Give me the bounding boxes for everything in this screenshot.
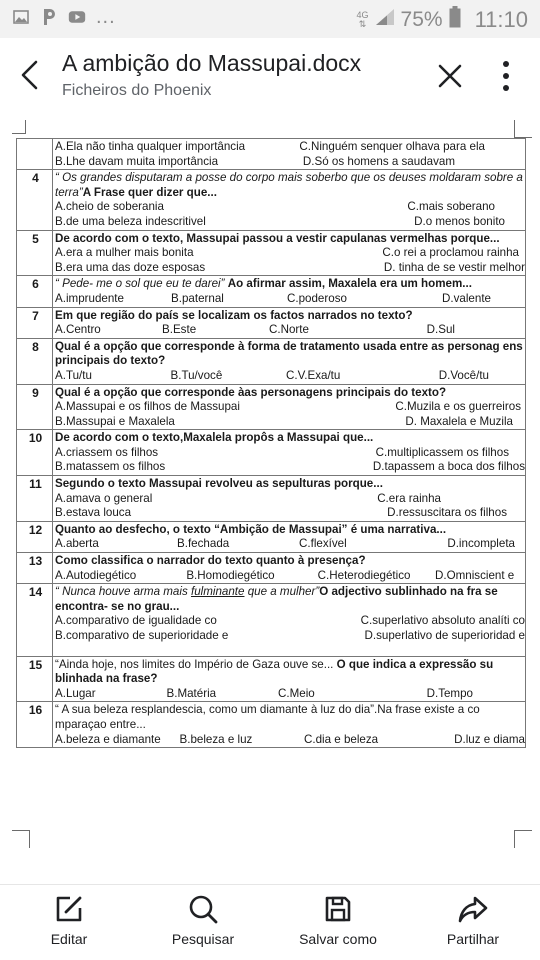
document-location: Ficheiros do Phoenix <box>62 82 212 99</box>
option-d: D.Omniscient e <box>434 568 515 582</box>
questions-table <box>16 138 526 748</box>
option-b: B.beleza e luz <box>179 732 253 746</box>
bottom-toolbar <box>0 884 540 960</box>
question-quote: “ Os grandes disputaram a posse do corpo mais soberbo que os deuses moldaram sobre a terra” <box>55 171 523 199</box>
question-number: 9 <box>17 384 53 430</box>
option-a: A.Lugar <box>55 686 96 700</box>
question-number: 6 <box>17 276 53 307</box>
option-a: A.beleza e diamante <box>55 732 161 746</box>
question-number: 12 <box>17 521 53 552</box>
app-bar <box>0 38 540 114</box>
option-b: B.comparativo de superioridade e <box>55 629 229 642</box>
option-d: D.Você/tu <box>438 368 489 382</box>
option-b: B.Homodiegético <box>186 568 275 582</box>
save-as-button[interactable] <box>283 893 393 947</box>
table-row <box>17 521 526 552</box>
question-number: 10 <box>17 430 53 476</box>
page-corner-top-right <box>514 120 532 138</box>
table-row <box>17 656 526 702</box>
question-cell <box>53 476 526 522</box>
status-bar <box>0 0 540 38</box>
question-number: 16 <box>17 702 53 748</box>
back-arrow-icon[interactable] <box>14 58 48 92</box>
option-b: B.de uma beleza indescritivel <box>55 214 206 228</box>
option-c: C.Meio <box>278 686 315 700</box>
option-c: C.o rei a proclamou rainha <box>382 246 519 260</box>
question-cell <box>53 384 526 430</box>
table-row <box>17 170 526 230</box>
image-icon <box>12 8 30 26</box>
edit-button[interactable] <box>14 893 124 947</box>
table-row <box>17 476 526 522</box>
battery-percent: 75% <box>400 7 443 31</box>
option-a: A.Tu/tu <box>55 368 92 382</box>
share-button[interactable] <box>418 893 528 947</box>
option-c: C.superlativo absoluto analíti co <box>360 614 525 628</box>
question-cell <box>53 702 526 748</box>
question-cell <box>53 276 526 307</box>
question-cell <box>53 230 526 276</box>
search-icon <box>187 893 219 925</box>
page-corner-bottom-left <box>12 830 30 848</box>
question-cell <box>53 584 526 656</box>
document-viewer[interactable] <box>0 114 540 884</box>
option-a: A.criassem os filhos <box>55 445 159 459</box>
option-c: C.flexível <box>299 537 347 551</box>
page-corner-bottom-right <box>514 830 532 848</box>
option-d: D.superlativo de superioridad e <box>364 629 525 642</box>
option-b: B.matassem os filhos <box>55 460 166 474</box>
table-row <box>17 307 526 338</box>
table-row <box>17 702 526 748</box>
option-d: D.Só os homens a saudavam <box>302 154 455 168</box>
question-text: “ A sua beleza resplandescia, como um diamante à luz do dia”.Na frase existe a co mparaçao entre... <box>55 703 480 731</box>
table-row <box>17 430 526 476</box>
question-cell <box>53 338 526 384</box>
option-a: A.era a mulher mais bonita <box>55 246 194 260</box>
option-c: C.Norte <box>269 323 309 337</box>
option-a: A.cheio de soberania <box>55 200 164 214</box>
table-row <box>17 230 526 276</box>
option-c: C.multiplicassem os filhos <box>375 445 509 459</box>
option-c: C.era rainha <box>377 491 441 505</box>
option-d: D.valente <box>442 291 491 305</box>
option-c: C.dia e beleza <box>304 732 379 746</box>
question-text: De acordo com o texto,Maxalela propôs a Massupai que... <box>55 431 374 445</box>
question-number: 15 <box>17 656 53 702</box>
option-a: A.Autodiegético <box>55 568 137 582</box>
question-quote-start: “ Nunca houve arma mais <box>55 585 191 599</box>
option-d: D.luz e diama <box>454 732 525 746</box>
search-button[interactable] <box>148 893 258 947</box>
question-number: 11 <box>17 476 53 522</box>
option-a: A.imprudente <box>55 291 124 305</box>
question-number: 7 <box>17 307 53 338</box>
option-b: B.Lhe davam muita importância <box>55 154 219 168</box>
option-a: A.Centro <box>55 323 101 337</box>
notification-overflow: ... <box>96 6 116 28</box>
question-text: A Frase quer dizer que... <box>82 185 217 199</box>
document-title: A ambição do Massupai.docx <box>62 50 362 76</box>
option-c: C.mais soberano <box>407 200 495 214</box>
option-a: A.Ela não tinha qualquer importância <box>55 140 246 153</box>
question-number: 4 <box>17 170 53 230</box>
question-text: Quanto ao desfecho, o texto “Ambição de Massupai” é uma narrativa... <box>55 522 447 536</box>
option-d: D.ressuscitara os filhos <box>387 506 507 520</box>
question-cell <box>53 430 526 476</box>
question-number: 5 <box>17 230 53 276</box>
edit-label: Editar <box>50 931 88 947</box>
option-a: A.aberta <box>55 537 99 551</box>
option-d: D. tinha de se vestir melhor <box>383 260 525 274</box>
table-row <box>17 584 526 656</box>
option-b: B.estava louca <box>55 506 132 520</box>
option-d: D.Tempo <box>426 686 473 700</box>
question-text: O que indica a expressão su blinhada na frase? <box>55 657 494 686</box>
question-quote-end: que a mulher” <box>244 585 320 599</box>
question-number: 14 <box>17 584 53 656</box>
save-as-label: Salvar como <box>299 931 377 947</box>
question-cell <box>53 521 526 552</box>
option-d: D.o menos bonito <box>414 214 505 228</box>
table-row <box>17 553 526 584</box>
more-options-icon[interactable] <box>494 56 518 96</box>
option-b: B.Matéria <box>166 686 217 700</box>
option-b: B.Tu/você <box>170 368 223 382</box>
option-b: B.fechada <box>177 537 230 551</box>
option-a: A.Massupai e os filhos de Massupai <box>55 400 240 414</box>
signal-icon <box>375 8 395 31</box>
option-d: D. Maxalela e Muzila <box>405 414 513 428</box>
table-row <box>17 139 526 170</box>
edit-icon <box>53 893 85 925</box>
page-corner-top-left <box>12 120 26 134</box>
status-right <box>357 6 528 33</box>
option-d: D.Sul <box>426 323 455 337</box>
question-text: O adjectivo sublinhado na fra se encontra- se no grau... <box>55 585 498 613</box>
table-row <box>17 384 526 430</box>
option-b: B.paternal <box>171 291 224 305</box>
question-text: De acordo com o texto, Massupai passou a vestir capulanas vermelhas porque... <box>55 231 500 245</box>
p-app-icon <box>40 8 58 26</box>
option-a: A.comparativo de igualidade co <box>55 614 217 628</box>
underlined-word: fulminante <box>190 585 245 599</box>
option-b: B.Massupai e Maxalela <box>55 414 175 428</box>
question-cell <box>53 656 526 702</box>
question-text: Ao afirmar assim, Maxalela era um homem... <box>227 277 472 291</box>
table-row <box>17 276 526 307</box>
question-text: Como classifica o narrador do texto quanto à presença? <box>55 554 366 568</box>
network-type: 4G ⇅ <box>356 9 369 29</box>
option-c: C.V.Exa/tu <box>286 368 341 382</box>
question-number <box>17 139 53 170</box>
option-b: B.era uma das doze esposas <box>55 260 206 274</box>
question-quote: “ Pede- me o sol que eu te darei” <box>55 277 225 291</box>
question-text: Qual é a opção que corresponde à forma de tratamento usada entre as personag ens principais do texto? <box>55 339 523 368</box>
option-c: C.Ninguém senquer olhava para ela <box>299 140 485 153</box>
question-number: 8 <box>17 338 53 384</box>
question-text: Qual é a opção que corresponde àas personagens principais do texto? <box>55 385 447 399</box>
question-quote: “Ainda hoje, nos limites do Império de Gaza ouve se... <box>55 657 337 671</box>
video-app-icon <box>68 8 86 26</box>
table-row <box>17 338 526 384</box>
question-cell <box>53 307 526 338</box>
close-icon[interactable] <box>432 58 468 94</box>
option-c: C.Heterodiegético <box>317 568 411 582</box>
question-cell <box>53 170 526 230</box>
option-c: C.poderoso <box>287 291 347 305</box>
share-label: Partilhar <box>446 931 500 947</box>
share-icon <box>457 893 489 925</box>
search-label: Pesquisar <box>171 931 235 947</box>
battery-icon <box>449 6 461 33</box>
option-c: C.Muzila e os guerreiros <box>395 400 521 414</box>
question-text: Segundo o texto Massupai revolveu as sepulturas porque... <box>55 477 383 491</box>
question-text: Em que região do país se localizam os factos narrados no texto? <box>55 308 413 322</box>
option-a: A.amava o general <box>55 491 153 505</box>
question-number: 13 <box>17 553 53 584</box>
option-d: D.incompleta <box>447 537 515 551</box>
question-cell <box>53 553 526 584</box>
option-b: B.Este <box>162 323 197 337</box>
option-d: D.tapassem a boca dos filhos <box>372 460 525 474</box>
question-cell <box>53 139 526 170</box>
save-icon <box>322 893 354 925</box>
clock: 11:10 <box>474 6 528 32</box>
status-left <box>12 8 116 26</box>
